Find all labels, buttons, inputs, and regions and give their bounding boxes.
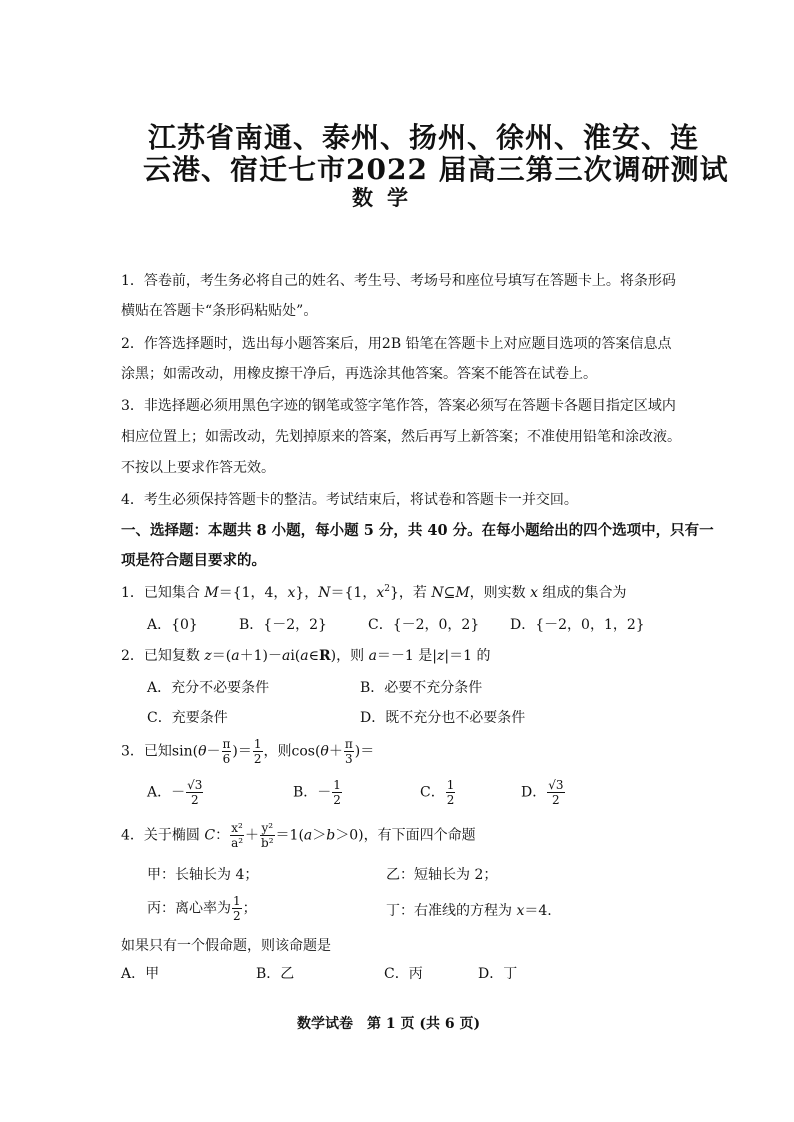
question-3: 3．已知sin(θ－ $\frac{\pi}{6}$ )＝ $\frac{1}{2}$ ，则cos(θ＋ $\frac{\pi}{3}$ )＝ (121, 737, 375, 766)
q2-option-b: B．必要不充分条件 (360, 680, 483, 696)
fraction: $\frac{\text{x²}}{\text{a²}}$ (231, 821, 244, 850)
title-line-2: 云港、宿迁七市2022 届高三第三次调研测试 (143, 153, 729, 186)
section-heading-cont: 项是符合题目要求的。 (121, 552, 266, 569)
instruction-line: 横贴在答题卡“条形码粘贴处”。 (121, 303, 318, 319)
q4-statement-bing: 丙：离心率为 $\frac{1}{2}$ ； (147, 894, 257, 923)
fraction: $\frac{1}{2}$ (253, 737, 262, 766)
fraction: $\frac{\pi}{6}$ (222, 737, 231, 766)
instruction-line: 3．非选择题必须用黑色字迹的钢笔或签字笔作答，答案必须写在答题卡各题目指定区域内 (121, 398, 676, 414)
q4-statement-yi: 乙：短轴长为 2； (386, 867, 498, 883)
q4-option-b: B．乙 (256, 966, 295, 982)
instruction-line: 1．答卷前，考生务必将自己的姓名、考生号、考场号和座位号填写在答题卡上。将条形码 (121, 273, 676, 289)
question-1: 1．已知集合 M＝{1，4，x}，N＝{1，$x^2$}，若 N⊆M，则实数 x 组成的集合为 (121, 584, 627, 601)
instruction-line: 4．考生必须保持答题卡的整洁。考试结束后，将试卷和答题卡一并交回。 (121, 492, 578, 508)
q2-option-d: D．既不充分也不必要条件 (360, 710, 526, 726)
q3-option-c: C． $\frac{1}{2}$ (420, 778, 455, 807)
q1-option-c: C．{－2，0，2} (368, 617, 480, 633)
q4-option-d: D．丁 (478, 966, 518, 982)
q4-statement-jia: 甲：长轴长为 4； (147, 867, 259, 883)
q4-option-a: A．甲 (121, 966, 160, 982)
question-4: 4．关于椭圆 C： $\frac{\text{x²}}{\text{a²}}$ ＋ $\frac{\text{y²}}{\text{b²}}$ ＝1(a＞b＞0)，有下面四个命题 (121, 821, 476, 850)
instruction-line: 涂黑；如需改动，用橡皮擦干净后，再选涂其他答案。答案不能答在试卷上。 (121, 366, 597, 382)
instruction-line: 相应位置上；如需改动，先划掉原来的答案，然后再写上新答案；不准使用铅笔和涂改液。 (121, 429, 681, 445)
question-2: 2．已知复数 z＝(a＋1)－ai(a∈R)，则 a＝－1 是|z|＝1 的 (121, 648, 491, 664)
q1-option-a: A．{0} (147, 617, 198, 633)
subject-title: 数学 (352, 185, 422, 210)
section-heading: 一、选择题：本题共 8 小题，每小题 5 分，共 40 分。在每小题给出的四个选项中，只有一 (121, 522, 714, 539)
fraction: $\frac{\pi}{3}$ (344, 737, 353, 766)
fraction: $\frac{\text{y²}}{\text{b²}}$ (261, 821, 274, 850)
q3-option-a: A．－ $\frac{√3}{2}$ (147, 778, 203, 807)
q4-option-c: C．丙 (384, 966, 423, 982)
q1-option-d: D．{－2，0，1，2} (510, 617, 645, 633)
q2-option-a: A．充分不必要条件 (147, 680, 270, 696)
q2-option-c: C．充要条件 (147, 710, 228, 726)
q1-option-b: B．{－2，2} (239, 617, 327, 633)
page-footer: 数学试卷 第 1 页 (共 6 页) (297, 1016, 481, 1032)
q3-option-b: B．－ $\frac{1}{2}$ (293, 778, 341, 807)
title-line-1: 江苏省南通、泰州、扬州、徐州、淮安、连 (148, 121, 700, 154)
q4-statement-ding: 丁：右准线的方程为 x＝4. (386, 903, 552, 919)
q3-option-d: D． $\frac{√3}{2}$ (521, 778, 564, 807)
instruction-line: 2．作答选择题时，选出每小题答案后，用2B 铅笔在答题卡上对应题目选项的答案信息点 (121, 336, 672, 352)
q4-question: 如果只有一个假命题，则该命题是 (121, 938, 331, 954)
instruction-line: 不按以上要求作答无效。 (121, 460, 275, 476)
